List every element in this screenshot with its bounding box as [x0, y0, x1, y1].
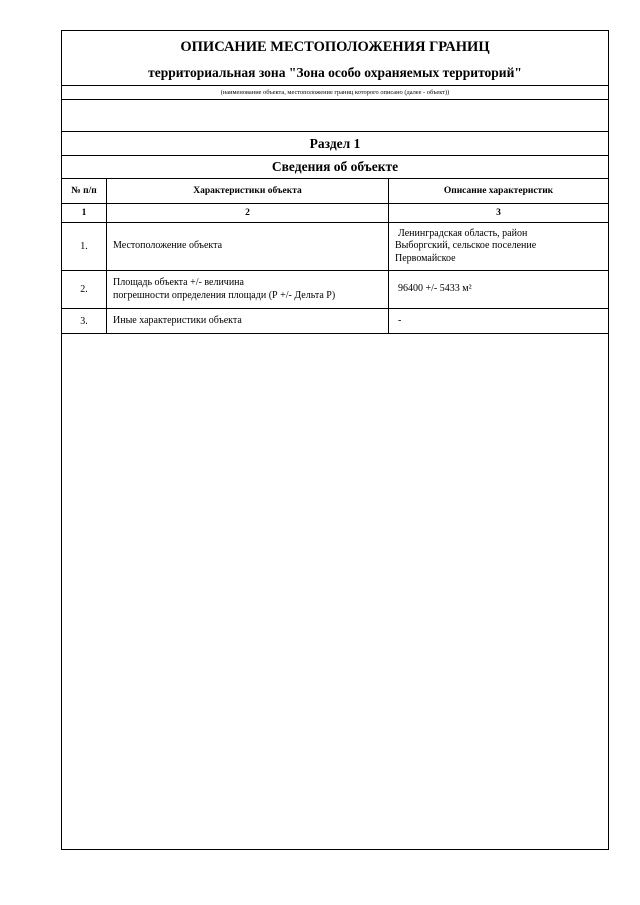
row-description	[389, 223, 608, 270]
header-number: № п/п	[62, 179, 107, 203]
column-number-row	[62, 204, 608, 223]
title-block	[62, 31, 608, 86]
section-title: Раздел 1	[62, 132, 608, 156]
spacer-row	[62, 100, 608, 132]
characteristic-line: Иные характеристики объекта	[113, 314, 242, 326]
document-title: ОПИСАНИЕ МЕСТОПОЛОЖЕНИЯ ГРАНИЦ	[180, 39, 490, 55]
row-number: 2.	[62, 271, 107, 308]
row-description	[389, 309, 608, 333]
column-number-2: 2	[107, 204, 389, 222]
description-line: Ленинградская область, район	[398, 227, 528, 239]
row-description	[389, 271, 608, 308]
table-row	[62, 271, 608, 309]
zone-name: территориальная зона "Зона особо охраняемых территорий"	[148, 65, 522, 80]
characteristic-line: Местоположение объекта	[113, 240, 223, 252]
description-line: Первомайское	[395, 252, 456, 264]
object-caption: (наименование объекта, местоположение границ которого описано (далее - объект))	[62, 86, 608, 100]
header-characteristic: Характеристики объекта	[107, 179, 389, 203]
row-number: 3.	[62, 309, 107, 333]
column-number-1: 1	[62, 204, 107, 222]
row-characteristic	[107, 223, 389, 270]
description-line: -	[398, 314, 402, 326]
characteristic-line: погрешности определения площади (Р +/- Дельта Р)	[113, 289, 336, 301]
table-row	[62, 309, 608, 334]
row-characteristic	[107, 309, 389, 333]
description-line: 96400 +/- 5433 м²	[398, 283, 472, 295]
section-subtitle: Сведения об объекте	[62, 156, 608, 179]
table-row	[62, 223, 608, 271]
description-line: Выборгский, сельское поселение	[395, 240, 537, 252]
table-header-row	[62, 179, 608, 204]
column-number-3: 3	[496, 208, 501, 218]
header-description: Описание характеристик	[443, 186, 554, 196]
row-characteristic	[107, 271, 389, 308]
document-frame	[61, 30, 609, 850]
characteristic-line: Площадь объекта +/- величина	[113, 277, 244, 288]
row-number: 1.	[62, 223, 107, 270]
